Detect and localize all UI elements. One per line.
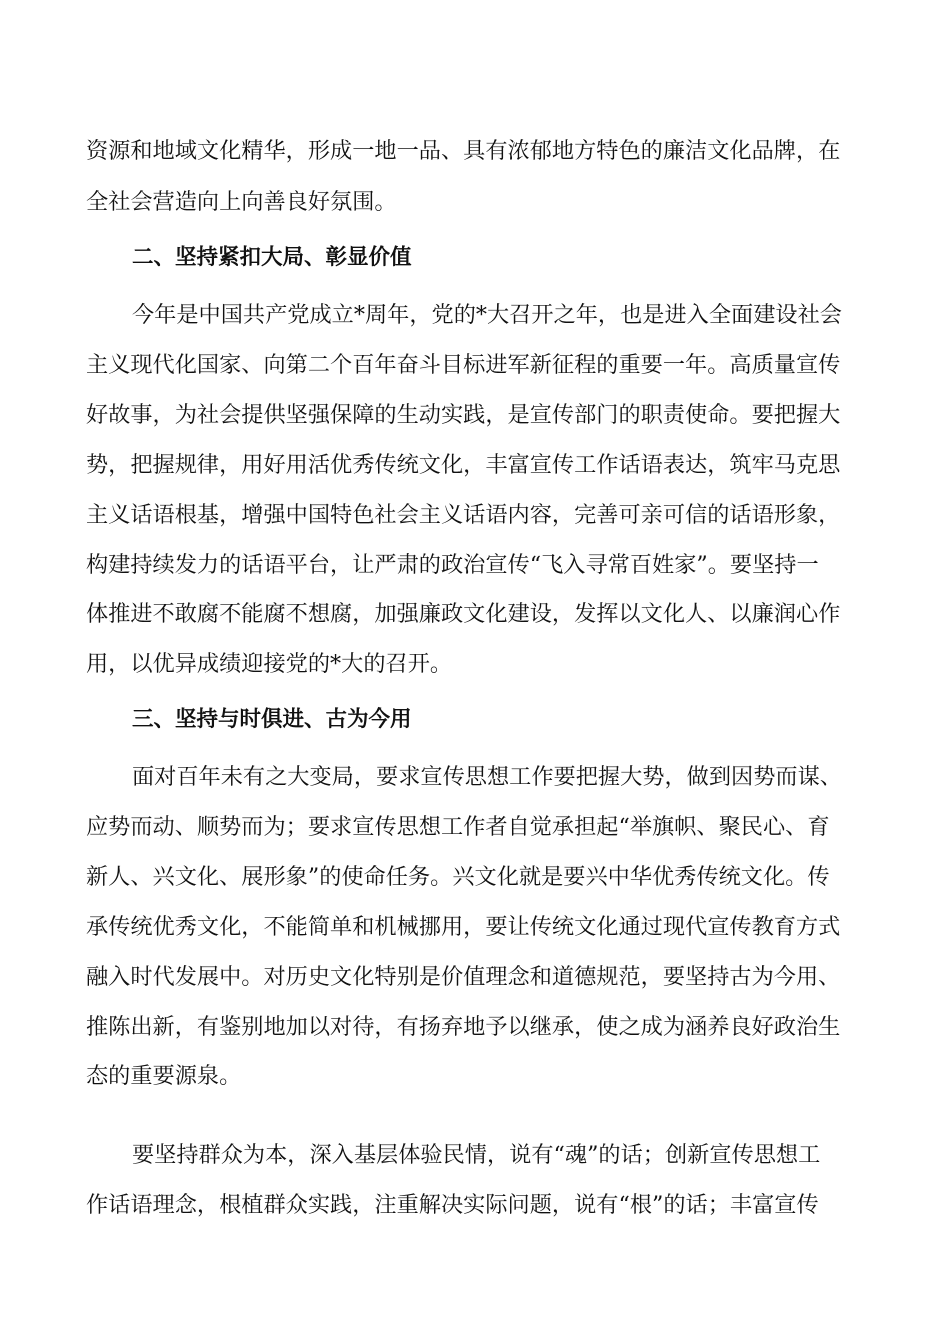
body-text-line: 今年是中国共产党成立*周年，党的*大召开之年，也是进入全面建设社会 <box>132 302 842 328</box>
body-text-line: 好故事，为社会提供坚强保障的生动实践，是宣传部门的职责使命。要把握大 <box>86 402 841 428</box>
body-text-line: 面对百年未有之大变局，要求宣传思想工作要把握大势，做到因势而谋、 <box>132 764 842 790</box>
body-text-line: 作话语理念，根植群众实践，注重解决实际问题，说有“根”的话；丰富宣传 <box>86 1192 819 1218</box>
body-text-line: 资源和地域文化精华，形成一地一品、具有浓郁地方特色的廉洁文化品牌，在 <box>86 138 841 164</box>
body-text-line: 全社会营造向上向善良好氛围。 <box>86 189 397 215</box>
body-text-line: 要坚持群众为本，深入基层体验民情，说有“魂”的话；创新宣传思想工 <box>132 1142 821 1168</box>
body-text-line: 势，把握规律，用好用活优秀传统文化，丰富宣传工作话语表达，筑牢马克思 <box>86 452 841 478</box>
body-text-line: 融入时代发展中。对历史文化特别是价值理念和道德规范，要坚持古为今用、 <box>86 964 841 990</box>
body-text-line: 用，以优异成绩迎接党的*大的召开。 <box>86 651 453 677</box>
body-text-line: 承传统优秀文化，不能简单和机械挪用，要让传统文化通过现代宣传教育方式 <box>86 914 841 940</box>
body-text-line: 主义现代化国家、向第二个百年奋斗目标进军新征程的重要一年。高质量宣传 <box>86 352 841 378</box>
section-heading-2: 二、坚持紧扣大局、彰显价值 <box>132 245 412 270</box>
body-text-line: 主义话语根基，增强中国特色社会主义话语内容，完善可亲可信的话语形象， <box>86 502 841 528</box>
body-text-line: 推陈出新，有鉴别地加以对待，有扬弃地予以继承，使之成为涵养良好政治生 <box>86 1014 841 1040</box>
body-text-line: 新人、兴文化、展形象”的使命任务。兴文化就是要兴中华优秀传统文化。传 <box>86 864 830 890</box>
body-text-line: 态的重要源泉。 <box>86 1063 242 1089</box>
section-heading-3: 三、坚持与时俱进、古为今用 <box>132 707 412 732</box>
body-text-line: 应势而动、顺势而为；要求宣传思想工作者自觉承担起“举旗帜、聚民心、育 <box>86 814 830 840</box>
body-text-line: 构建持续发力的话语平台，让严肃的政治宣传“飞入寻常百姓家”。要坚持一 <box>86 552 819 578</box>
body-text-line: 体推进不敢腐不能腐不想腐，加强廉政文化建设，发挥以文化人、以廉润心作 <box>86 601 841 627</box>
